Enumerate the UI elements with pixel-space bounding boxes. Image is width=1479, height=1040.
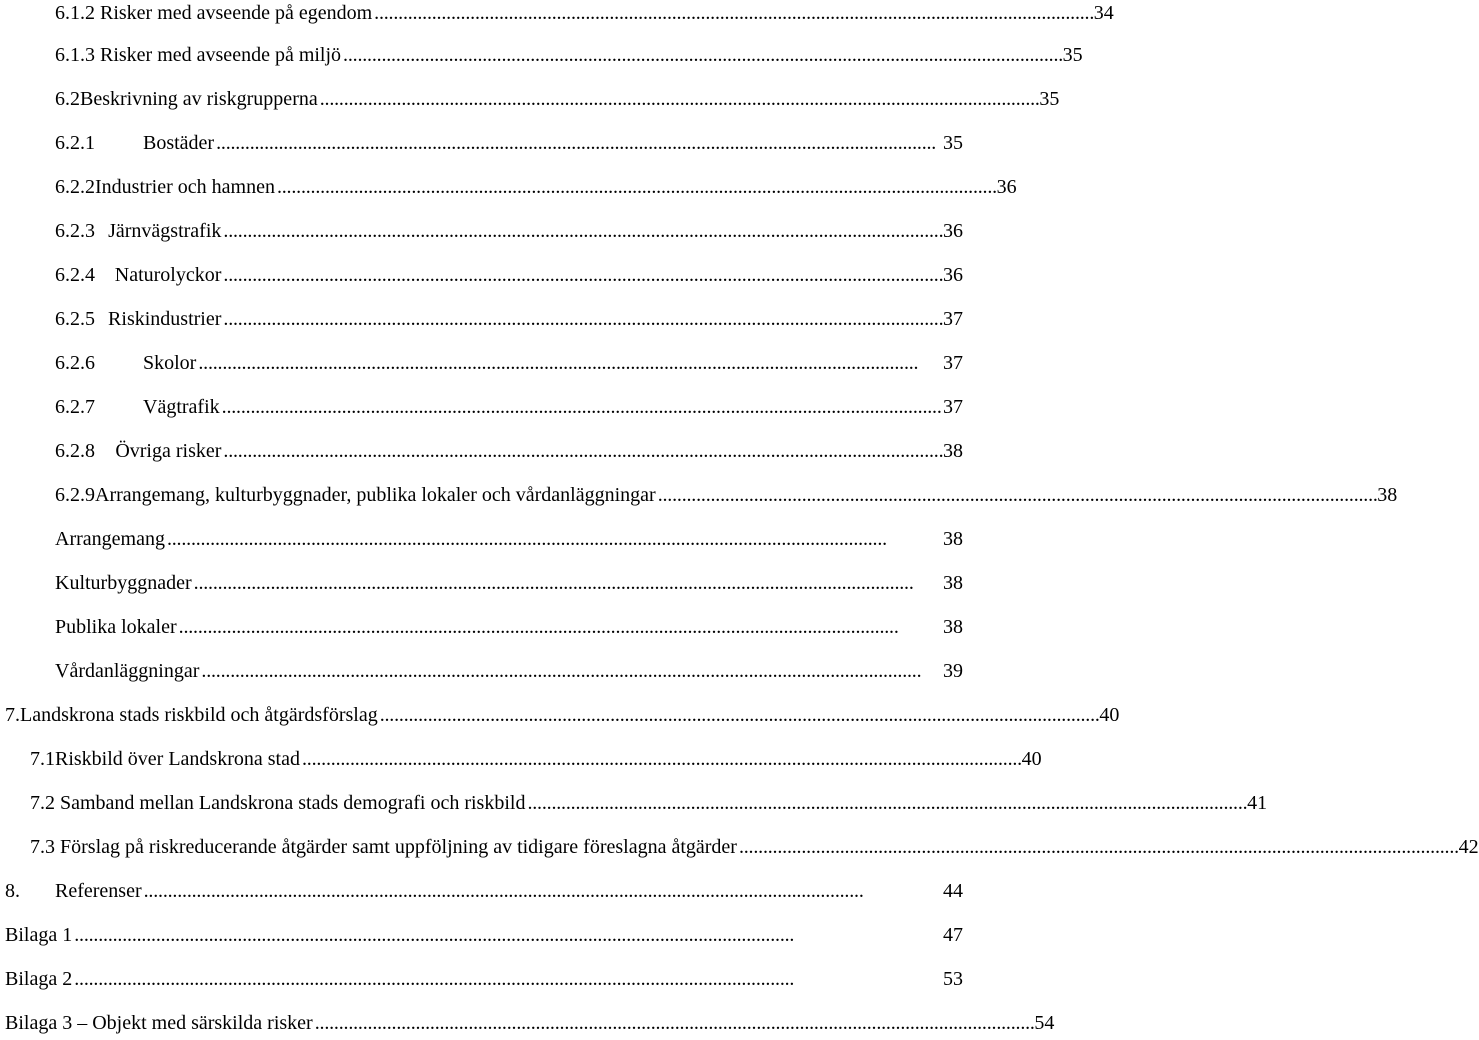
- toc-title: Bilaga 1: [5, 924, 73, 946]
- toc-title: Övriga risker: [115, 440, 222, 462]
- toc-page: 38: [943, 440, 963, 462]
- toc-title: Beskrivning av riskgrupperna: [80, 88, 318, 110]
- toc-entry[interactable]: [55, 170, 1017, 204]
- dot-leader: [380, 698, 1098, 732]
- toc-entry[interactable]: [55, 346, 963, 380]
- toc-page: 38: [943, 572, 963, 594]
- toc-page: 44: [943, 880, 963, 902]
- dot-leader: [302, 742, 1020, 776]
- toc-entry[interactable]: [30, 830, 1479, 864]
- toc-entry[interactable]: [5, 874, 963, 908]
- toc-entry[interactable]: [30, 786, 1268, 820]
- toc-number: 6.2.5: [55, 308, 95, 330]
- dot-leader: [223, 302, 941, 336]
- toc-number: 6.2.4: [55, 264, 95, 286]
- toc-page: 54: [1034, 1012, 1055, 1034]
- dot-leader: [222, 390, 941, 424]
- dot-leader: [179, 610, 941, 644]
- toc-page: 37: [943, 352, 963, 374]
- toc-title: Industrier och hamnen: [95, 176, 275, 198]
- dot-leader: [315, 1006, 1033, 1040]
- toc-entry[interactable]: [55, 434, 963, 468]
- toc-page: 53: [943, 968, 963, 990]
- toc-title: Publika lokaler: [55, 616, 177, 638]
- toc-page: 36: [943, 220, 963, 242]
- toc-title: Vägtrafik: [143, 396, 220, 418]
- dot-leader: [167, 522, 941, 556]
- toc-title: Bilaga 2: [5, 968, 73, 990]
- toc-title: Samband mellan Landskrona stads demografi och riskbild: [60, 792, 526, 814]
- toc-entry[interactable]: [55, 38, 1083, 72]
- dot-leader: [194, 566, 941, 600]
- toc-title: Arrangemang: [55, 528, 165, 550]
- dot-leader: [277, 170, 995, 204]
- dot-leader: [739, 830, 1457, 864]
- toc-entry[interactable]: [55, 258, 963, 292]
- toc-page: 40: [1099, 704, 1120, 726]
- dot-leader: [223, 258, 941, 292]
- toc-entry[interactable]: [5, 698, 1120, 732]
- toc-page: 34: [1093, 2, 1114, 24]
- toc-title: Förslag på riskreducerande åtgärder samt uppföljning av tidigare föreslagna åtgärder: [60, 836, 737, 858]
- toc-title: Skolor: [143, 352, 197, 374]
- toc-page: 40: [1021, 748, 1042, 770]
- toc-entry[interactable]: [5, 962, 963, 996]
- toc-number: 6.2.8: [55, 440, 95, 462]
- toc-title: Referenser: [55, 880, 142, 902]
- dot-leader: [201, 654, 941, 688]
- dot-leader: [343, 38, 1061, 72]
- dot-leader: [527, 786, 1245, 820]
- toc-title: Landskrona stads riskbild och åtgärdsförslag: [20, 704, 378, 726]
- toc-number: 6.1.3: [55, 44, 95, 66]
- dot-leader: [320, 82, 1038, 116]
- toc-entry[interactable]: [55, 522, 963, 556]
- toc-number: 7.3: [30, 836, 55, 858]
- toc-page: 42: [1458, 836, 1479, 858]
- toc-number: 6.1.2: [55, 2, 95, 24]
- toc-page: 39: [943, 660, 963, 682]
- dot-leader: [74, 962, 941, 996]
- toc-number: 7.1: [30, 748, 55, 770]
- toc-number: 7.2: [30, 792, 55, 814]
- toc-entry[interactable]: [55, 610, 963, 644]
- dot-leader: [144, 874, 941, 908]
- toc-page: 37: [943, 308, 963, 330]
- dot-leader: [223, 434, 941, 468]
- toc-title: Risker med avseende på miljö: [100, 44, 342, 66]
- toc-title: Kulturbyggnader: [55, 572, 192, 594]
- toc-page: 38: [1377, 484, 1398, 506]
- toc-number: 6.2.9: [55, 484, 95, 506]
- toc-entry[interactable]: [55, 566, 963, 600]
- dot-leader: [216, 126, 941, 160]
- toc-number: 6.2.1: [55, 132, 95, 154]
- toc-page: 41: [1247, 792, 1268, 814]
- dot-leader: [223, 214, 941, 248]
- toc-entry[interactable]: [55, 302, 963, 336]
- toc-page: 35: [1039, 88, 1060, 110]
- dot-leader: [198, 346, 941, 380]
- toc-page: 36: [996, 176, 1017, 198]
- toc-page: 35: [1062, 44, 1083, 66]
- toc-entry[interactable]: [55, 654, 963, 688]
- toc-title: Bostäder: [143, 132, 215, 154]
- toc-title: Risker med avseende på egendom: [100, 2, 373, 24]
- toc-title: Riskindustrier: [108, 308, 222, 330]
- toc-title: Järnvägstrafik: [108, 220, 222, 242]
- toc-number: 6.2: [55, 88, 80, 110]
- toc-page: 37: [943, 396, 963, 418]
- toc-entry[interactable]: [55, 478, 1398, 512]
- dot-leader: [74, 918, 941, 952]
- toc-entry[interactable]: [5, 918, 963, 952]
- toc-title: Bilaga 3 – Objekt med särskilda risker: [5, 1012, 313, 1034]
- toc-page: 36: [943, 264, 963, 286]
- toc-entry[interactable]: [5, 1006, 1055, 1040]
- toc-entry[interactable]: [55, 82, 1060, 116]
- toc-title: Riskbild över Landskrona stad: [55, 748, 300, 770]
- toc-entry[interactable]: [30, 742, 1042, 776]
- toc-page: 47: [943, 924, 963, 946]
- toc-entry[interactable]: [55, 214, 963, 248]
- toc-title: Vårdanläggningar: [55, 660, 200, 682]
- toc-number: 8.: [5, 880, 20, 902]
- toc-entry[interactable]: [55, 0, 1114, 30]
- dot-leader: [374, 0, 1092, 30]
- toc-page: 38: [943, 528, 963, 550]
- toc-number: 6.2.6: [55, 352, 95, 374]
- toc-title: Naturolyckor: [114, 264, 222, 286]
- toc-page: 38: [943, 616, 963, 638]
- dot-leader: [658, 478, 1376, 512]
- toc-entry[interactable]: [55, 390, 963, 424]
- toc-number: 6.2.3: [55, 220, 95, 242]
- toc-number: 6.2.2: [55, 176, 95, 198]
- toc-number: 7.: [5, 704, 20, 726]
- toc-title: Arrangemang, kulturbyggnader, publika lokaler och vårdanläggningar: [95, 484, 656, 506]
- toc-entry[interactable]: [55, 126, 963, 160]
- toc-page: 35: [943, 132, 963, 154]
- toc-number: 6.2.7: [55, 396, 95, 418]
